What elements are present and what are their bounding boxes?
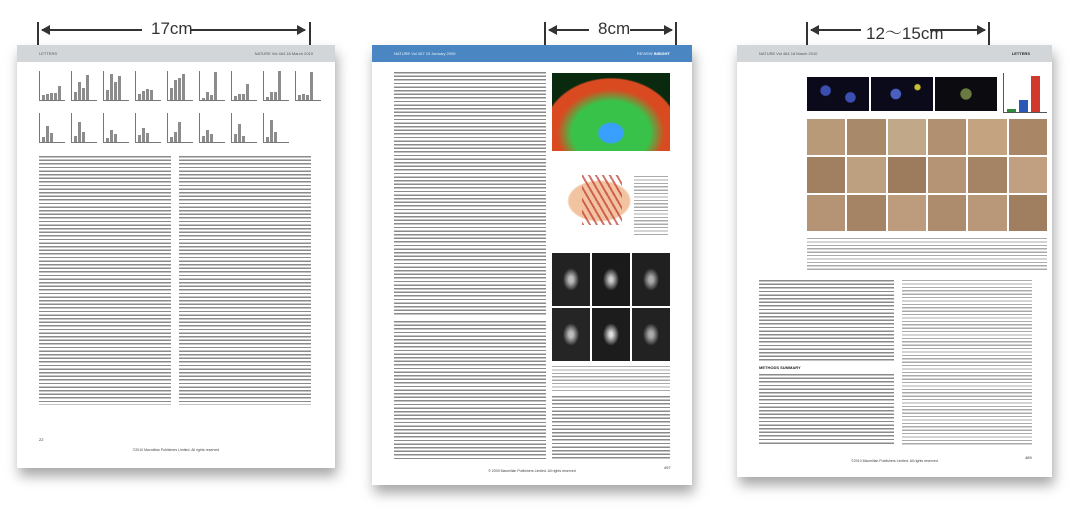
bar-chart-row-a — [39, 71, 321, 101]
page-letters-17cm — [17, 45, 335, 468]
figure-caption — [552, 365, 670, 391]
page-header — [737, 45, 1052, 62]
body-text-column-left — [759, 279, 894, 361]
width-arrow-left — [811, 29, 861, 31]
body-text-column-right — [179, 155, 311, 405]
figure-caption — [807, 237, 1047, 271]
width-arrow-right — [630, 29, 672, 31]
header-review: REVIEW — [636, 51, 653, 56]
width-arrow-left — [549, 29, 589, 31]
body-text-column — [394, 71, 546, 316]
copyright-footer: ©2010 Macmillan Publishers Limited. All rights reserved — [851, 459, 938, 463]
page-header — [372, 45, 692, 62]
header-insight: INSIGHT — [653, 51, 670, 56]
copyright-footer: © 2009 Macmillan Publishers Limited. All rights reserved — [488, 469, 576, 473]
actin-network-diagram — [552, 155, 670, 247]
bar-chart-row-b — [39, 113, 289, 143]
width-label-17cm: 17cm — [151, 19, 193, 38]
width-label-12-15cm: 12～15cm — [866, 24, 944, 43]
header-journal: NATURE Vol 457 15 January 2009 — [394, 51, 456, 56]
body-text-column-left — [394, 320, 546, 460]
width-arrow-right — [190, 29, 305, 31]
copyright-footer: ©2010 Macmillan Publishers Limited. All rights reserved — [132, 448, 220, 452]
header-section: LETTERS — [1011, 51, 1030, 56]
page-header — [17, 45, 335, 62]
page-number: 489 — [1025, 455, 1032, 460]
body-text-column-right — [552, 395, 670, 460]
body-text-column-left — [39, 155, 171, 405]
header-journal: NATURE Vol 464 18 March 2010 — [759, 51, 818, 56]
page-review-8cm — [372, 45, 692, 485]
page-number: 22 — [39, 437, 44, 442]
bar-chart-frequency — [1003, 73, 1047, 113]
methods-text — [759, 373, 894, 445]
fluorescence-micrograph — [552, 73, 670, 151]
histology-grid — [807, 119, 1047, 231]
confocal-image-row — [807, 77, 997, 111]
width-arrow-left — [42, 29, 142, 31]
page-number: 497 — [664, 465, 671, 470]
methods-summary-heading: METHODS SUMMARY — [759, 365, 801, 370]
width-label-8cm: 8cm — [598, 19, 631, 38]
header-section: LETTERS — [39, 51, 58, 56]
header-journal: NATURE Vol 464 18 March 2010 — [254, 51, 313, 56]
grayscale-micrograph-panel — [552, 253, 670, 361]
page-letters-12-15cm — [737, 45, 1052, 477]
references-list — [902, 279, 1032, 445]
